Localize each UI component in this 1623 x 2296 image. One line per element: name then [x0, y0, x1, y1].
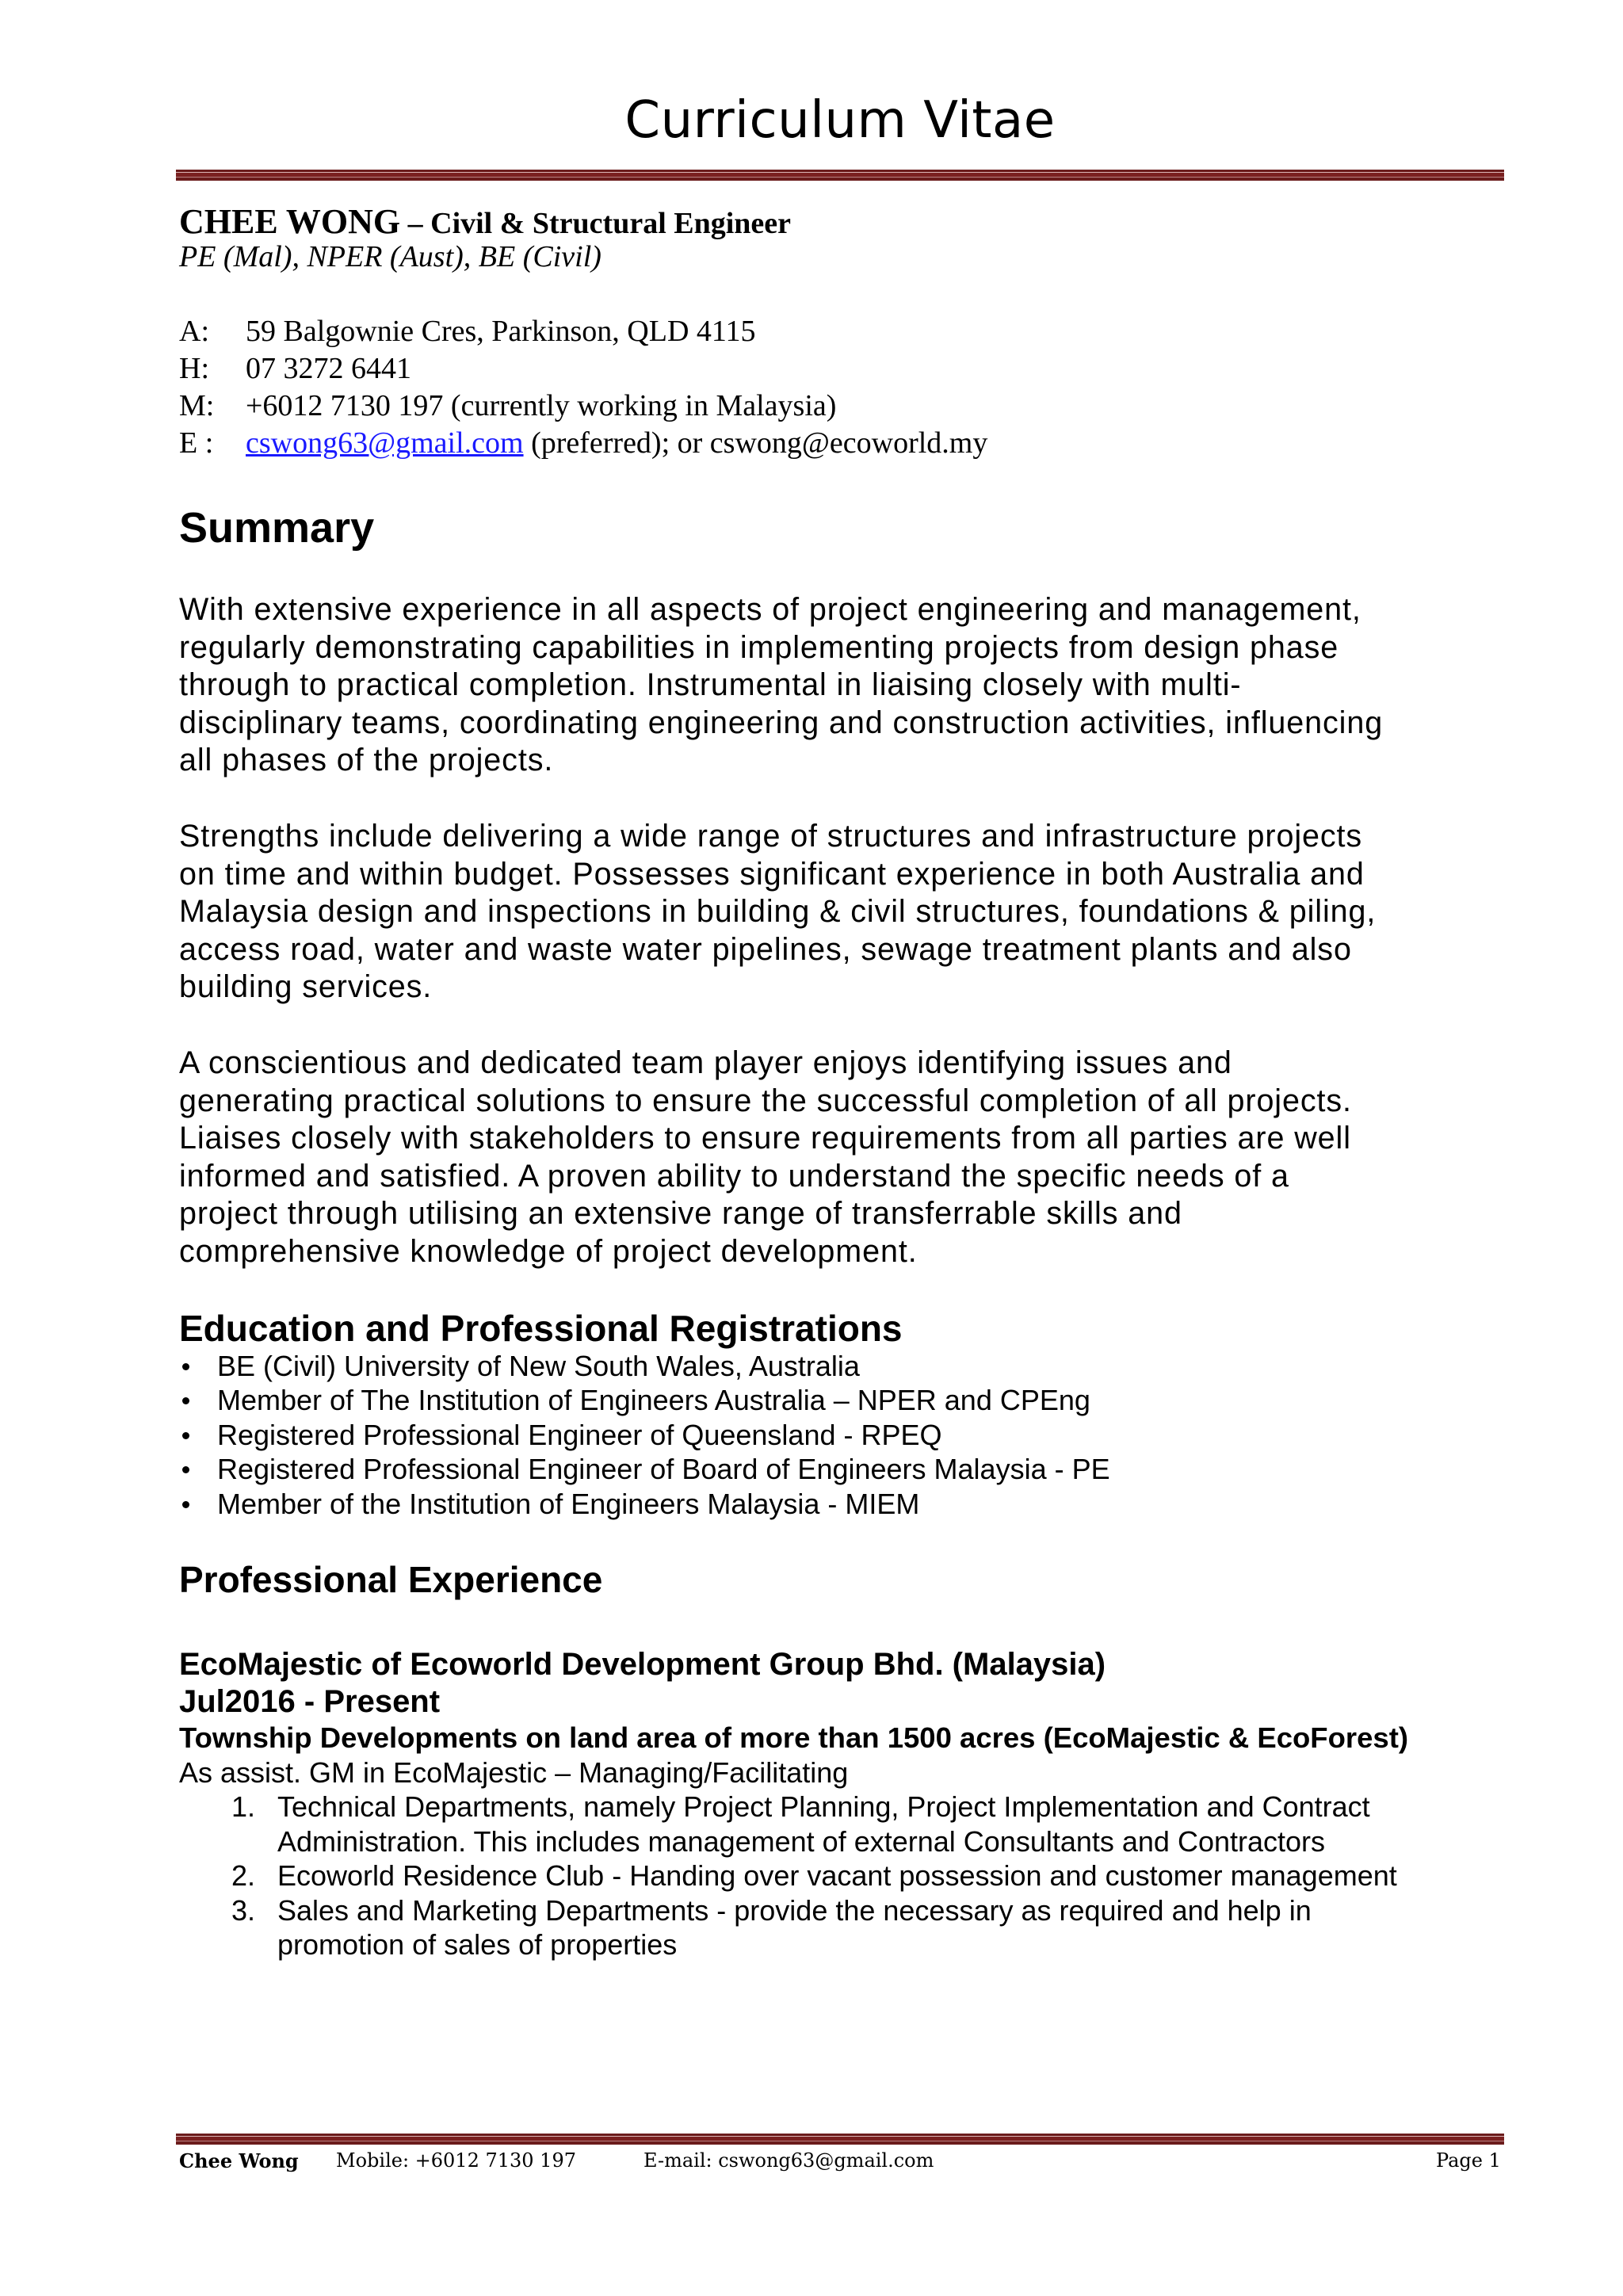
company-name: EcoMajestic of Ecoworld Development Group Bhd. (Malaysia) [179, 1647, 1106, 1682]
bullet-icon [182, 1363, 189, 1370]
candidate-role: – Civil & Structural Engineer [400, 207, 792, 240]
list-item-text: Member of the Institution of Engineers Malaysia - MIEM [217, 1487, 920, 1520]
header-divider [176, 170, 1504, 181]
list-item [228, 1893, 1397, 1962]
list-item [179, 1418, 1110, 1452]
list-item-text: Technical Departments, namely Project Planning, Project Implementation and Contract Administration. This includes management of external Consultants and Contractors [277, 1790, 1370, 1858]
footer-name: Chee Wong [179, 2149, 299, 2172]
email-link[interactable]: cswong63@gmail.com [246, 426, 524, 460]
address-label: A: [179, 315, 209, 348]
project-title: Township Developments on land area of more than 1500 acres (EcoMajestic & EcoForest) [179, 1721, 1409, 1754]
contact-home [179, 351, 411, 386]
list-item [228, 1859, 1397, 1893]
candidate-name: CHEE WONG [179, 202, 401, 241]
list-number: 2. [231, 1859, 256, 1892]
list-item-text: Registered Professional Engineer of Queensland - RPEQ [217, 1418, 942, 1451]
list-item [179, 1349, 1110, 1383]
contact-address [179, 314, 755, 349]
summary-paragraph: With extensive experience in all aspects of project engineering and management, regularly demonstrating capabilities in implementing projects from design phase through to practical completion. Instrumental in liaising closely with multi- disciplinary teams, coordinating engineering and construction activities, influencing all phases of the projects. [179, 592, 1384, 777]
list-number: 1. [231, 1790, 256, 1823]
candidate-name-line [179, 201, 791, 242]
list-item-text: BE (Civil) University of New South Wales, Australia [217, 1350, 860, 1382]
summary-heading: Summary [179, 504, 375, 552]
email-rest: (preferred); or cswong@ecoworld.my [523, 426, 988, 460]
education-list [179, 1349, 1110, 1521]
home-label: H: [179, 352, 209, 385]
bullet-icon [182, 1501, 189, 1508]
mobile-value: +6012 7130 197 (currently working in Malaysia) [246, 389, 837, 422]
contact-email [179, 426, 987, 460]
summary-paragraph: Strengths include delivering a wide range of structures and infrastructure projects on time and within budget. Possesses significant experience in both Australia and Malaysia design and inspections in building & civil structures, foundations & piling, access road, water and waste water pipelines, sewage treatment plants and also building services. [179, 819, 1377, 1004]
document-title: Curriculum Vitae [624, 91, 1056, 150]
bullet-icon [182, 1466, 189, 1473]
qualifications: PE (Mal), NPER (Aust), BE (Civil) [179, 240, 601, 273]
summary-paragraph: A conscientious and dedicated team player enjoys identifying issues and generating practical solutions to ensure the successful completion of all projects. Liaises closely with stakeholders to ensure requirements from all parties are well informed and satisfied. A proven ability to understand the specific needs of a project through utilising an extensive range of transferrable skills and comprehensive knowledge of project development. [179, 1045, 1352, 1269]
mobile-label: M: [179, 389, 215, 422]
list-item [179, 1487, 1110, 1521]
contact-mobile [179, 388, 836, 423]
duties-list [228, 1790, 1397, 1962]
list-item-text: Sales and Marketing Departments - provide the necessary as required and help in promotion of sales of properties [277, 1893, 1312, 1961]
address-value: 59 Balgownie Cres, Parkinson, QLD 4115 [246, 315, 756, 348]
list-item-text: Registered Professional Engineer of Board of Engineers Malaysia - PE [217, 1453, 1110, 1486]
footer-mobile: Mobile: +6012 7130 197 [336, 2149, 576, 2172]
bullet-icon [182, 1397, 189, 1404]
home-value: 07 3272 6441 [246, 352, 411, 385]
list-item-text: Member of The Institution of Engineers Australia – NPER and CPEng [217, 1384, 1090, 1417]
job-position: As assist. GM in EcoMajestic – Managing/Facilitating [179, 1756, 849, 1789]
list-number: 3. [231, 1893, 256, 1927]
email-label: E : [179, 426, 214, 460]
list-item [228, 1790, 1397, 1859]
footer-divider [176, 2134, 1504, 2145]
list-item-text: Ecoworld Residence Club - Handing over vacant possession and customer management [277, 1859, 1397, 1892]
list-item [179, 1383, 1110, 1417]
education-heading: Education and Professional Registrations [179, 1308, 903, 1349]
list-item [179, 1452, 1110, 1486]
job-period: Jul2016 - Present [179, 1684, 441, 1719]
footer-email: E-mail: cswong63@gmail.com [643, 2149, 934, 2172]
experience-heading: Professional Experience [179, 1559, 603, 1600]
bullet-icon [182, 1432, 189, 1439]
footer-page-number: Page 1 [1436, 2149, 1501, 2172]
